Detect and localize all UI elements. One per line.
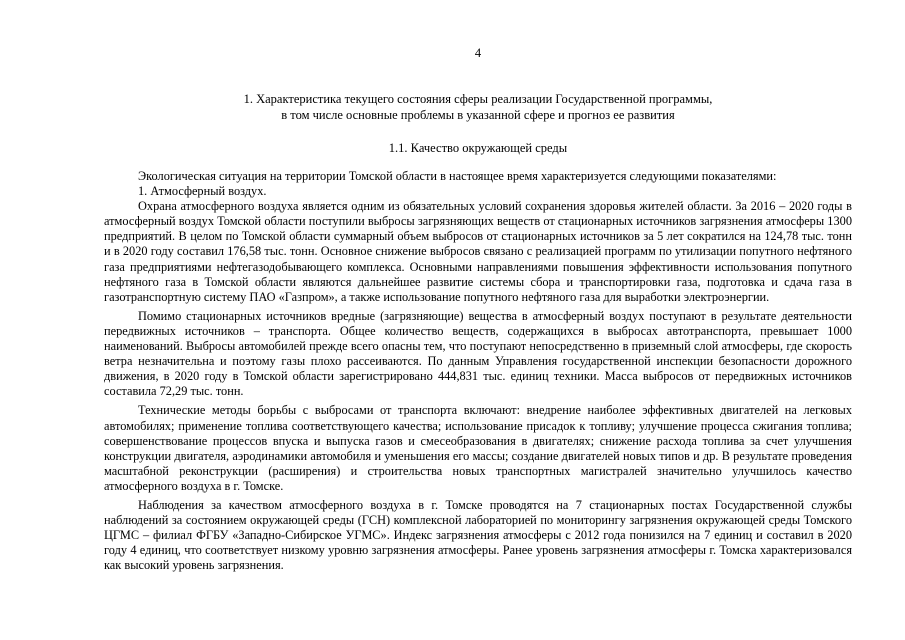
paragraph-air-protection: Охрана атмосферного воздуха является одним из обязательных условий сохранения здоровья жителей области. За 2016 – 2020 годы в атмосферный воздух Томской области поступили выбросы загрязняющих веществ от стационарных источников загрязнения атмосферы 1300 предприятий. В целом по Томской области суммарный объем выбросов от стационарных источников за 5 лет сократился на 124,78 тыс. тонн и в 2020 году составил 176,58 тыс. тонн. Основное снижение выбросов связано с реализацией программ по утилизации попутного нефтяного газа предприятиями нефтегазодобывающего комплекса. Основными направлениями повышения эффективности использования попутного нефтяного газа в Томской области являются дальнейшее развитие системы сбора и транспортировки газа, подготовка и сдача газа в газотранспортную систему ПАО «Газпром», а также использование попутного нефтяного газа для выработки электроэнергии. (104, 199, 852, 304)
paragraph-mobile-sources: Помимо стационарных источников вредные (загрязняющие) вещества в атмосферный воздух поступают в результате деятельности передвижных источников – транспорта. Общее количество веществ, содержащихся в выбросах автотранспорта, превышает 1000 наименований. Выбросы автомобилей прежде всего опасны тем, что поступают непосредственно в приземный слой атмосферы, где скорость ветра незначительна и поэтому газы плохо рассеиваются. По данным Управления государственной инспекции безопасности дорожного движения, в 2020 году в Томской области зарегистрировано 444,831 тыс. единиц техники. Масса выбросов от передвижных источников составила 72,29 тыс. тонн. (104, 308, 852, 399)
paragraph-intro: Экологическая ситуация на территории Томской области в настоящее время характеризуется следующими показателями: (138, 169, 777, 183)
document-page (104, 0, 852, 640)
paragraph-technical-methods: Технические методы борьбы с выбросами от транспорта включают: внедрение наиболее эффективных двигателей на легковых автомобилях; применение топлива соответствующего качества; использование присадок к топливу; улучшение процесса сжигания топлива; совершенствование процессов впуска и выпуска газов и смесеобразования в двигателях; снижение расхода топлива за счет улучшения конструкции двигателя, аэродинамики автомобиля и уменьшения его массы; создание двигателей новых типов и др. В результате проведения масштабной реконструкции (расширения) и строительства новых транспортных магистралей значительно улучшилось качество атмосферного воздуха в г. Томске. (104, 403, 852, 493)
subsection-heading: 1.1. Качество окружающей среды (388, 141, 568, 155)
section-heading-line-2: в том числе основные проблемы в указанной сфере и прогноз ее развития (281, 108, 675, 122)
page-number: 4 (474, 46, 482, 60)
document-body (104, 169, 852, 573)
paragraph-item-heading: 1. Атмосферный воздух. (138, 184, 267, 199)
section-heading-line-1: 1. Характеристика текущего состояния сферы реализации Государственной программы, (243, 92, 713, 106)
section-heading (104, 91, 852, 123)
paragraph-observations: Наблюдения за качеством атмосферного воздуха в г. Томске проводятся на 7 стационарных постах Государственной службы наблюдений за состоянием окружающей среды (ГСН) комплексной лабораторией по мониторингу загрязнения окружающей среды Томского ЦГМС – филиал ФГБУ «Западно-Сибирское УГМС». Индекс загрязнения атмосферы с 2012 года понизился на 7 единиц и составил в 2020 году 4 единиц, что соответствует низкому уровню загрязнения атмосферы. Ранее уровень загрязнения атмосферы г. Томска характеризовался как высокий уровень загрязнения. (104, 497, 852, 573)
